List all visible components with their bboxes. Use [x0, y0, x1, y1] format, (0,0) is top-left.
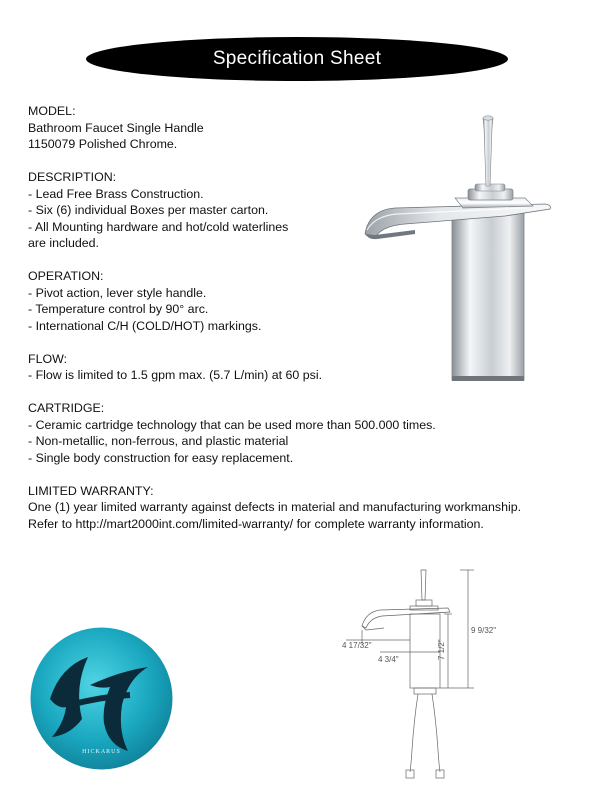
section-line: - Single body construction for easy replacement. — [28, 450, 294, 465]
section-line: One (1) year limited warranty against defects in material and manufacturing workmanship. — [28, 500, 522, 514]
page-title: Specification Sheet — [212, 48, 382, 69]
faucet-product-image — [355, 112, 555, 387]
section-line: - International C/H (COLD/HOT) markings. — [28, 318, 262, 333]
logo-text: HICKARUS — [82, 749, 121, 755]
section-line: - Non-metallic, non-ferrous, and plastic material — [28, 434, 289, 448]
dimension-drawing — [340, 560, 500, 785]
section-line: - Lead Free Brass Construction. — [28, 186, 204, 201]
section-line: - Flow is limited to 1.5 gpm max. (5.7 L/min) at 60 psi. — [28, 368, 323, 382]
section-line: - Pivot action, lever style handle. — [28, 285, 207, 300]
section-cartridge — [28, 400, 568, 466]
section-heading: DESCRIPTION: — [28, 170, 117, 184]
section-heading: MODEL: — [28, 104, 76, 118]
section-line: - Ceramic cartridge technology that can be used more than 500.000 times. — [28, 417, 436, 432]
section-line: are included. — [28, 236, 99, 250]
dimension-body-height: 7 1/2" — [437, 639, 446, 660]
section-line: 1150079 Polished Chrome. — [28, 137, 178, 151]
section-line: - All Mounting hardware and hot/cold waterlines — [28, 219, 289, 234]
section-line: Bathroom Faucet Single Handle — [28, 120, 204, 135]
section-line: - Temperature control by 90° arc. — [28, 302, 209, 316]
title-banner — [86, 37, 508, 81]
section-heading: FLOW: — [28, 351, 68, 366]
brand-logo — [30, 627, 173, 770]
section-warranty — [28, 483, 568, 533]
section-heading: LIMITED WARRANTY: — [28, 483, 154, 498]
section-line: - Six (6) individual Boxes per master carton. — [28, 203, 269, 217]
dimension-spout-reach: 4 17/32" — [342, 641, 372, 650]
dimension-total-height: 9 9/32" — [471, 626, 497, 635]
section-heading: OPERATION: — [28, 269, 104, 283]
dimension-base-width: 4 3/4" — [378, 655, 399, 664]
section-heading: CARTRIDGE: — [28, 401, 105, 415]
section-line: Refer to http://mart2000int.com/limited-warranty/ for complete warranty information. — [28, 516, 484, 531]
